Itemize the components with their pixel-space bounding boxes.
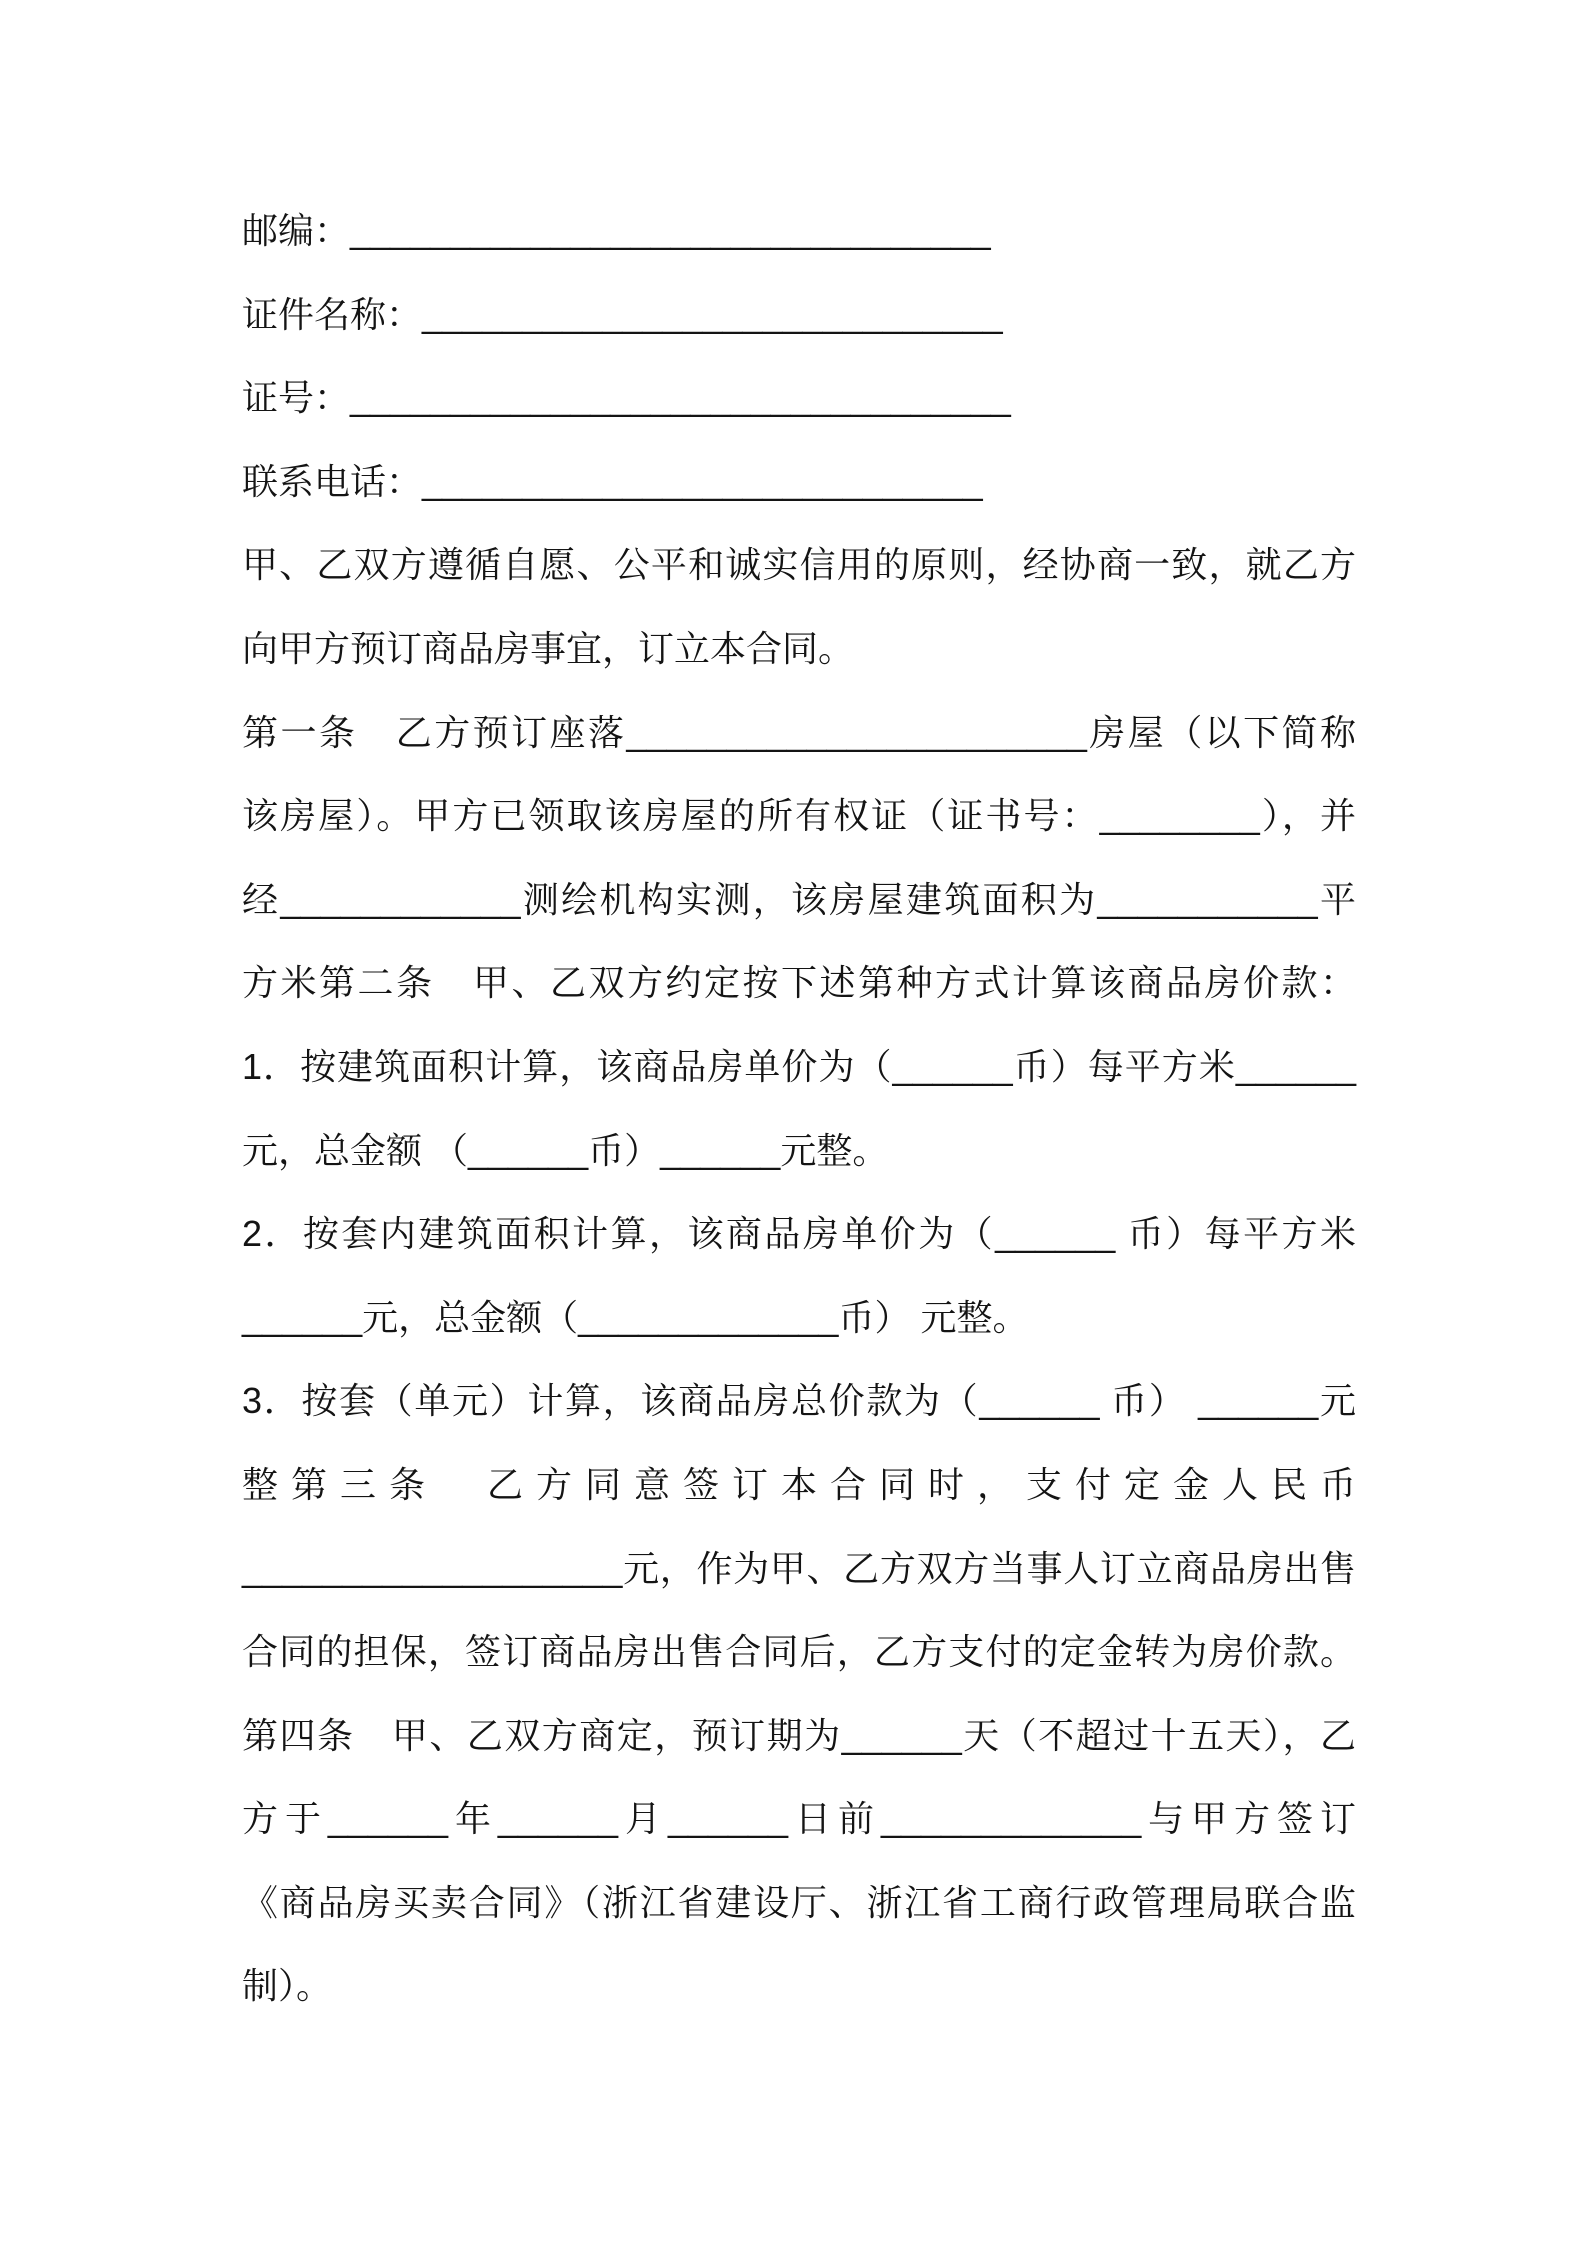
currency-blank: ______ — [468, 1129, 589, 1171]
id-number-field — [242, 356, 1356, 440]
article-4-text: 日前 — [788, 1798, 881, 1840]
article-4-text: 制）。 — [242, 1965, 333, 2007]
article-4-line — [242, 1694, 1356, 1778]
article-1-text: 房屋（以下简称 — [1086, 711, 1356, 753]
pricing-option-1-text: 1．按建筑面积计算，该商品房单价为（ — [242, 1045, 893, 1087]
currency-blank: _____________ — [578, 1296, 839, 1338]
preamble-line — [242, 523, 1356, 607]
currency-blank: ______ — [979, 1380, 1100, 1422]
article-4-text: 月 — [618, 1798, 668, 1840]
pricing-option-3-text: 币） — [1099, 1380, 1199, 1422]
article-3-line — [242, 1610, 1356, 1694]
article-4-line — [242, 1777, 1356, 1861]
pricing-option-1-text: 元整。 — [780, 1129, 889, 1171]
preamble-text: 甲、乙双方遵循自愿、公平和诚实信用的原则，经协商一致，就乙方 — [242, 544, 1356, 586]
article-1-text: 平 — [1317, 878, 1356, 920]
pricing-option-1-line — [242, 1025, 1356, 1109]
article-2-line — [242, 941, 1356, 1025]
article-1-line — [242, 691, 1356, 775]
floor-area-blank: ___________ — [1097, 878, 1318, 920]
certificate-number-blank: ________ — [1099, 795, 1260, 837]
article-1-text: ），并 — [1259, 795, 1356, 837]
unit-price-blank: ______ — [242, 1296, 363, 1338]
article-1-line — [242, 774, 1356, 858]
article-3-line — [242, 1527, 1356, 1611]
article-3-text: 元，作为甲、乙方双方当事人订立商品房出售 — [622, 1547, 1356, 1589]
postcode-label: 邮编： — [242, 210, 351, 251]
article-2-text: 方米第二条 甲、乙双方约定按下述第种方式计算该商品房价款： — [242, 962, 1356, 1004]
reservation-days-blank: ______ — [841, 1714, 962, 1756]
contract-page-body — [242, 189, 1356, 2028]
article-4-line — [242, 1944, 1356, 2028]
month-blank: ______ — [497, 1798, 619, 1840]
phone-label: 联系电话： — [242, 460, 423, 502]
currency-blank: ______ — [892, 1045, 1013, 1087]
day-blank: ______ — [667, 1798, 789, 1840]
id-type-blank: _____________________________ — [422, 293, 1003, 335]
phone-field — [242, 440, 1356, 524]
currency-blank: ______ — [995, 1213, 1116, 1255]
id-type-field — [242, 273, 1356, 357]
article-1-text: 测绘机构实测，该房屋建筑面积为 — [520, 878, 1098, 920]
pricing-option-2-text: 2．按套内建筑面积计算，该商品房单价为（ — [242, 1213, 996, 1255]
id-number-label: 证号： — [242, 377, 351, 419]
deposit-amount-blank: ___________________ — [242, 1547, 623, 1589]
pricing-option-3-line — [242, 1359, 1356, 1443]
pricing-option-3-text: 元 — [1318, 1380, 1356, 1422]
pricing-option-2-text: 元，总金额（ — [362, 1296, 579, 1338]
preamble-line — [242, 607, 1356, 691]
article-4-text: 年 — [448, 1798, 498, 1840]
article-1-text: 第一条 乙方预订座落 — [242, 711, 627, 753]
article-4-text: 《商品房买卖合同》（浙江省建设厅、浙江省工商行政管理局联合监 — [242, 1881, 1356, 1923]
article-3-line — [242, 1443, 1356, 1527]
pricing-option-3-text: 3．按套（单元）计算，该商品房总价款为（ — [242, 1380, 980, 1422]
pricing-option-2-text: 币） 元整。 — [838, 1296, 1029, 1338]
article-3-text: 合同的担保，签订商品房出售合同后，乙方支付的定金转为房价款。 — [242, 1631, 1356, 1673]
article-4-text: 第四条 甲、乙双方商定，预订期为 — [242, 1714, 842, 1756]
pricing-option-1-text: 币）每平方米 — [1012, 1045, 1236, 1087]
id-type-label: 证件名称： — [242, 293, 423, 335]
pricing-option-2-line — [242, 1276, 1356, 1360]
phone-blank: ____________________________ — [422, 460, 983, 502]
pricing-option-1-line — [242, 1109, 1356, 1193]
total-amount-blank: ______ — [660, 1129, 781, 1171]
id-number-blank: _________________________________ — [350, 377, 1011, 419]
signing-party-blank: _____________ — [880, 1798, 1142, 1840]
postcode-blank: ________________________________ — [350, 210, 991, 251]
survey-agency-blank: ____________ — [280, 878, 521, 920]
year-blank: ______ — [327, 1798, 449, 1840]
article-3-text: 整第三条 乙方同意签订本合同时，支付定金人民币 — [242, 1463, 1356, 1505]
pricing-option-1-text: 元，总金额 （ — [242, 1129, 469, 1171]
article-1-text: 该房屋）。甲方已领取该房屋的所有权证（证书号： — [242, 795, 1100, 837]
preamble-text: 向甲方预订商品房事宜，订立本合同。 — [242, 627, 855, 669]
article-4-line — [242, 1861, 1356, 1945]
article-4-text: 方于 — [242, 1798, 328, 1840]
property-location-blank: _______________________ — [626, 711, 1087, 753]
postcode-field — [242, 189, 1356, 273]
article-4-text: 与甲方签订 — [1141, 1798, 1356, 1840]
total-price-blank: ______ — [1198, 1380, 1319, 1422]
article-1-line — [242, 858, 1356, 942]
pricing-option-1-text: 币） — [588, 1129, 661, 1171]
unit-price-blank: ______ — [1235, 1045, 1356, 1087]
article-4-text: 天（不超过十五天），乙 — [961, 1714, 1356, 1756]
article-1-text: 经 — [242, 878, 281, 920]
pricing-option-2-line — [242, 1192, 1356, 1276]
pricing-option-2-text: 币）每平方米 — [1115, 1213, 1356, 1255]
